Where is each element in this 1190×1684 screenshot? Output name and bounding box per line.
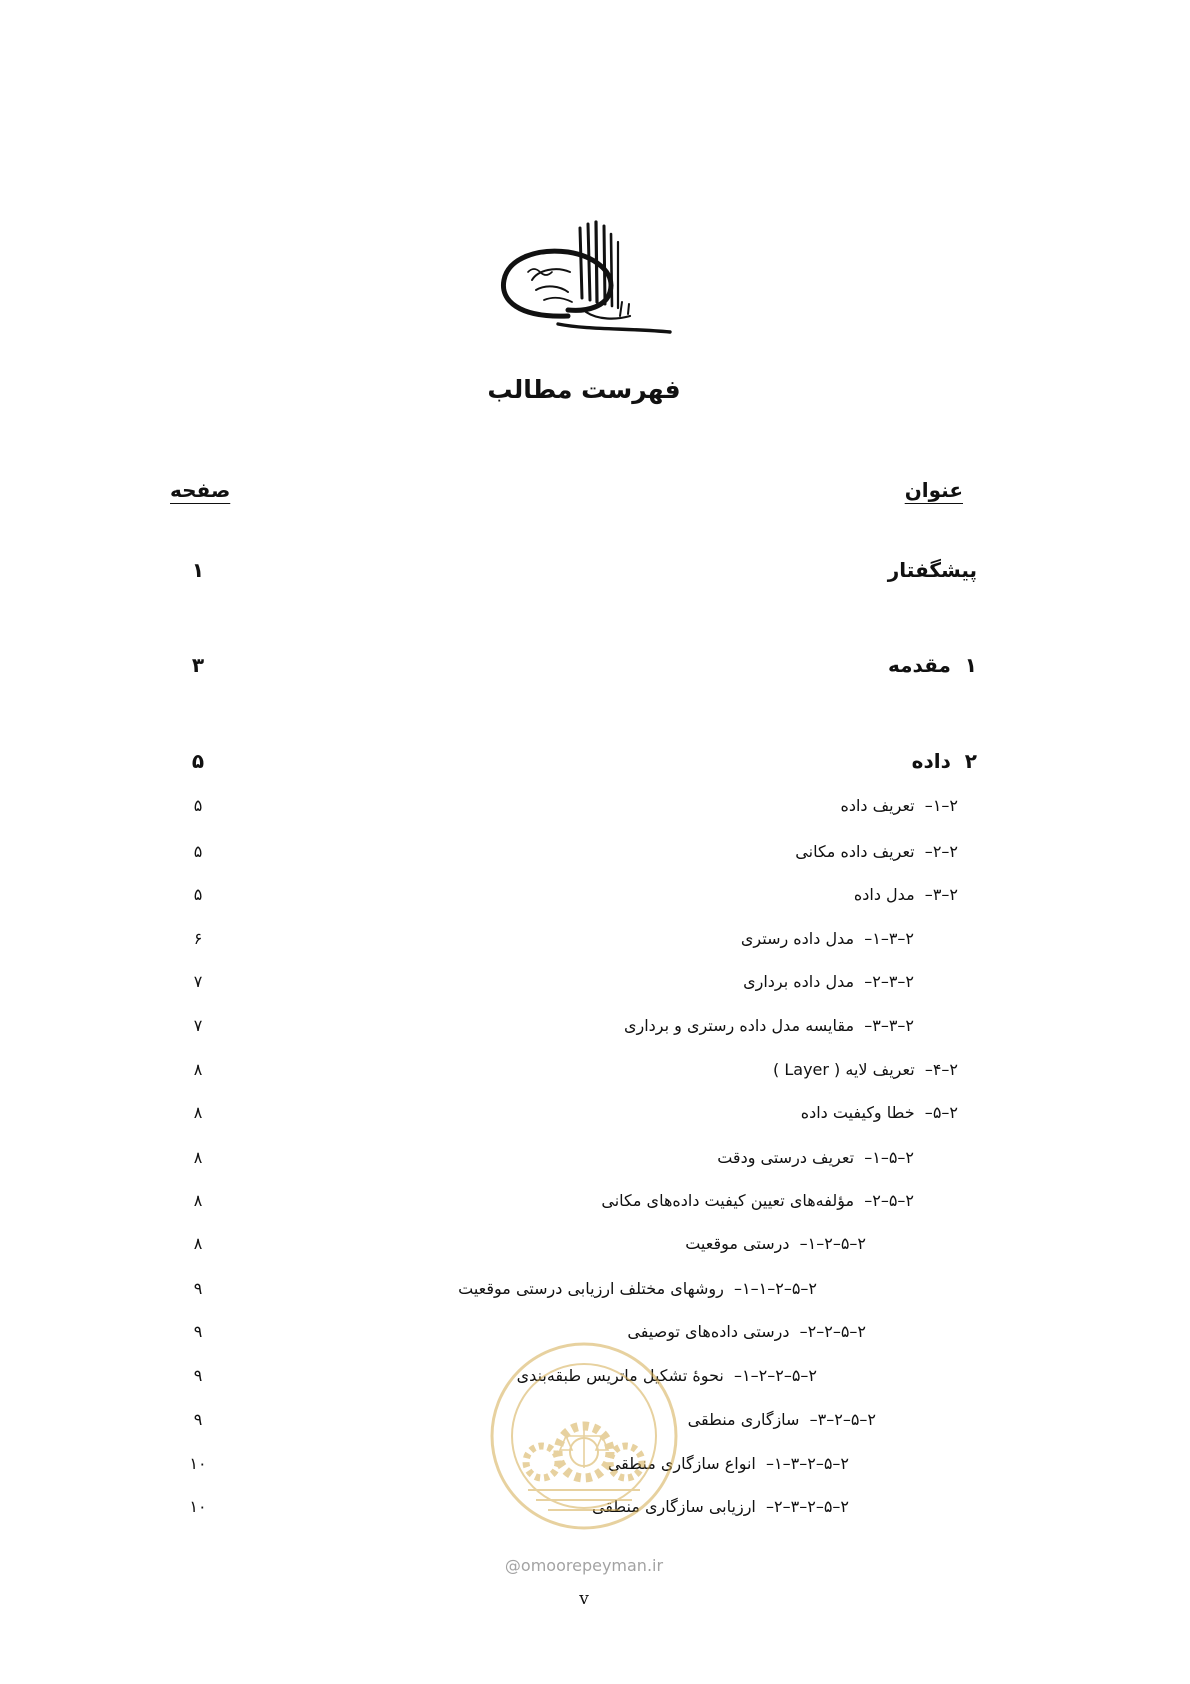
toc-row	[0, 792, 1190, 820]
toc-entry-page: ۶	[193, 929, 203, 948]
watermark-url: @omoorepeyman.ir	[504, 1556, 664, 1575]
column-header-title: عنوان	[904, 478, 963, 502]
toc-entry-page: ۵	[193, 842, 203, 861]
toc-row	[0, 556, 1190, 584]
toc-entry-title: ۲–۵–۱– تعریف درستی ودقت	[717, 1148, 914, 1167]
toc-entry-page: ۹	[193, 1322, 203, 1341]
toc-row	[0, 881, 1190, 909]
toc-row	[0, 1056, 1190, 1084]
toc-row	[0, 1144, 1190, 1172]
toc-entry-title: ۱ مقدمه	[888, 653, 977, 677]
toc-entry-title: پیشگفتار	[887, 558, 977, 582]
toc-entry-page: ۵	[193, 796, 203, 815]
toc-entry-title: ۲–۵–۲– مؤلفه‌های تعیین کیفیت داده‌های مکانی	[601, 1191, 914, 1210]
toc-entry-title: ۲–۵–۲–۳–۲– ارزیابی سازگاری منطقی	[591, 1497, 849, 1516]
toc-row	[0, 1099, 1190, 1127]
toc-row	[0, 1187, 1190, 1215]
toc-entry-title: ۲–۵– خطا وکیفیت داده	[800, 1103, 958, 1122]
toc-row	[0, 968, 1190, 996]
toc-entry-title: ۲–۳–۲– مدل داده برداری	[743, 972, 914, 991]
toc-entry-title: ۲–۳–۱– مدل داده رستری	[740, 929, 914, 948]
toc-entry-title: ۲–۴– تعریف لایه ( Layer )	[773, 1060, 958, 1079]
bismillah-calligraphy-logo	[498, 220, 674, 338]
toc-entry-title: ۲–۱– تعریف داده	[840, 796, 958, 815]
toc-entry-title: ۲–۵–۲–۲– درستی داده‌های توصیفی	[627, 1322, 866, 1341]
toc-entry-page: ۵	[191, 749, 205, 773]
toc-entry-title: ۲–۵–۲–۳–۱– انواع سازگاری منطقی	[607, 1454, 849, 1473]
toc-entry-title: ۲–۵–۲–۳– سازگاری منطقی	[687, 1410, 876, 1429]
toc-entry-page: ۸	[193, 1060, 203, 1079]
toc-row	[0, 838, 1190, 866]
toc-entry-page: ۸	[193, 1103, 203, 1122]
toc-entry-title: ۲–۲– تعریف داده مکانی	[795, 842, 958, 861]
toc-entry-page: ۷	[193, 1016, 203, 1035]
column-header-page: صفحه	[170, 478, 231, 502]
page-number: v	[579, 1589, 589, 1609]
toc-row	[0, 1012, 1190, 1040]
toc-entry-title: ۲–۵–۲–۲–۱– نحوهٔ تشکیل ماتریس طبقه‌بندی	[516, 1366, 817, 1385]
toc-entry-page: ۹	[193, 1279, 203, 1298]
toc-entry-page: ۹	[193, 1410, 203, 1429]
toc-entry-page: ۳	[191, 653, 205, 677]
toc-entry-page: ۱	[191, 558, 205, 582]
toc-entry-page: ۸	[193, 1234, 203, 1253]
watermark-seal-logo	[488, 1340, 680, 1532]
toc-row	[0, 651, 1190, 679]
toc-entry-title: ۲–۳–۳– مقایسه مدل داده رستری و برداری	[623, 1016, 914, 1035]
toc-entry-title: ۲ داده	[911, 749, 977, 773]
toc-entry-title: ۲–۳– مدل داده	[853, 885, 958, 904]
toc-entry-page: ۸	[193, 1148, 203, 1167]
toc-entry-title: ۲–۵–۲–۱–۱– روشهای مختلف ارزیابی درستی موقعیت	[458, 1279, 817, 1298]
toc-row	[0, 747, 1190, 775]
toc-row	[0, 925, 1190, 953]
toc-entry-page: ۹	[193, 1366, 203, 1385]
toc-entry-page: ۷	[193, 972, 203, 991]
toc-entry-page: ۸	[193, 1191, 203, 1210]
toc-entry-page: ۵	[193, 885, 203, 904]
toc-row	[0, 1230, 1190, 1258]
toc-row	[0, 1275, 1190, 1303]
toc-entry-page: ۱۰	[189, 1454, 207, 1473]
toc-entry-title: ۲–۵–۲–۱– درستی موقعیت	[685, 1234, 866, 1253]
toc-entry-page: ۱۰	[189, 1497, 207, 1516]
page-title: فهرست مطالب	[487, 375, 681, 404]
